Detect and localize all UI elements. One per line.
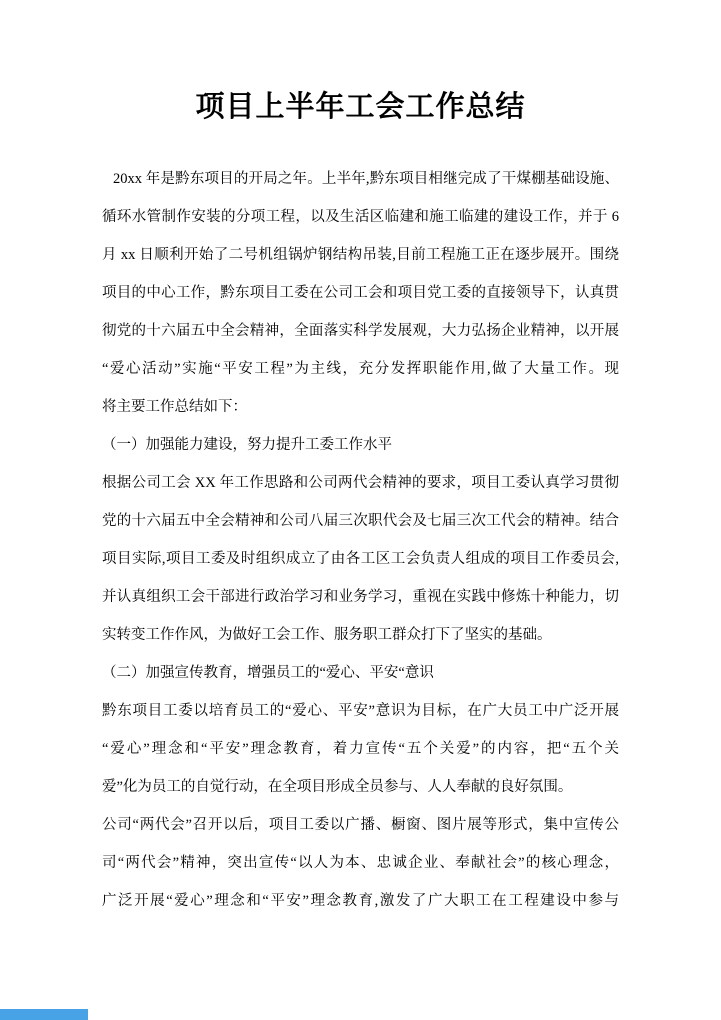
document-text-line: 黔东项目工委以培育员工的“爱心、平安”意识为目标，在广大员工中广泛开展 bbox=[102, 703, 619, 719]
document-text-line: 将主要工作总结如下： bbox=[102, 399, 247, 415]
document-text-line: 根据公司工会 XX 年工作思路和公司两代会精神的要求，项目工委认真学习贯彻 bbox=[102, 475, 619, 491]
document-text-line: 实转变工作作风，为做好工会工作、服务职工群众打下了坚实的基础。 bbox=[102, 627, 552, 643]
document-text-line: 项目实际,项目工委及时组织成立了由各工区工会负责人组成的项目工作委员会, bbox=[102, 551, 619, 567]
page-title: 项目上半年工会工作总结 bbox=[195, 91, 526, 123]
document-text-line: 并认真组织工会干部进行政治学习和业务学习，重视在实践中修炼十种能力，切 bbox=[102, 589, 619, 605]
document-text-line: 循环水管制作安装的分项工程，以及生活区临建和施工临建的建设工作，并于 6 bbox=[102, 209, 619, 225]
document-text-line: 党的十六届五中全会精神和公司八届三次职代会及七届三次工代会的精神。结合 bbox=[102, 513, 619, 529]
document-text-line: 爱”化为员工的自觉行动，在全项目形成全员参与、人人奉献的良好氛围。 bbox=[102, 779, 573, 795]
document-text-line: 月 xx 日顺利开始了二号机组锅炉钢结构吊装,目前工程施工正在逐步展开。围绕 bbox=[102, 247, 619, 263]
document-text-line: 公司“两代会”召开以后，项目工委以广播、橱窗、图片展等形式，集中宣传公 bbox=[102, 817, 619, 833]
document-text-line: （一）加强能力建设，努力提升工委工作水平 bbox=[102, 437, 392, 453]
document-text-line: （二）加强宣传教育，增强员工的“爱心、平安“意识 bbox=[102, 665, 434, 681]
document-text-line: “爱心活动”实施“平安工程”为主线，充分发挥职能作用,做了大量工作。现 bbox=[102, 361, 619, 377]
document-body bbox=[102, 160, 619, 920]
bottom-left-blue-bar bbox=[0, 1009, 88, 1020]
document-text-line: 司“两代会”精神，突出宣传“以人为本、忠诚企业、奉献社会”的核心理念， bbox=[102, 855, 619, 871]
document-text-line: “爱心”理念和“平安”理念教育，着力宣传“五个关爱”的内容，把“五个关 bbox=[102, 741, 619, 757]
document-text-line: 项目的中心工作，黔东项目工委在公司工会和项目党工委的直接领导下，认真贯 bbox=[102, 285, 619, 301]
document-text-line: 20xx 年是黔东项目的开局之年。上半年,黔东项目相继完成了干煤棚基础设施、 bbox=[113, 171, 619, 187]
document-text-line: 广泛开展“爱心”理念和“平安”理念教育,激发了广大职工在工程建设中参与 bbox=[102, 893, 619, 909]
document-text-line: 彻党的十六届五中全会精神，全面落实科学发展观，大力弘扬企业精神，以开展 bbox=[102, 323, 619, 339]
